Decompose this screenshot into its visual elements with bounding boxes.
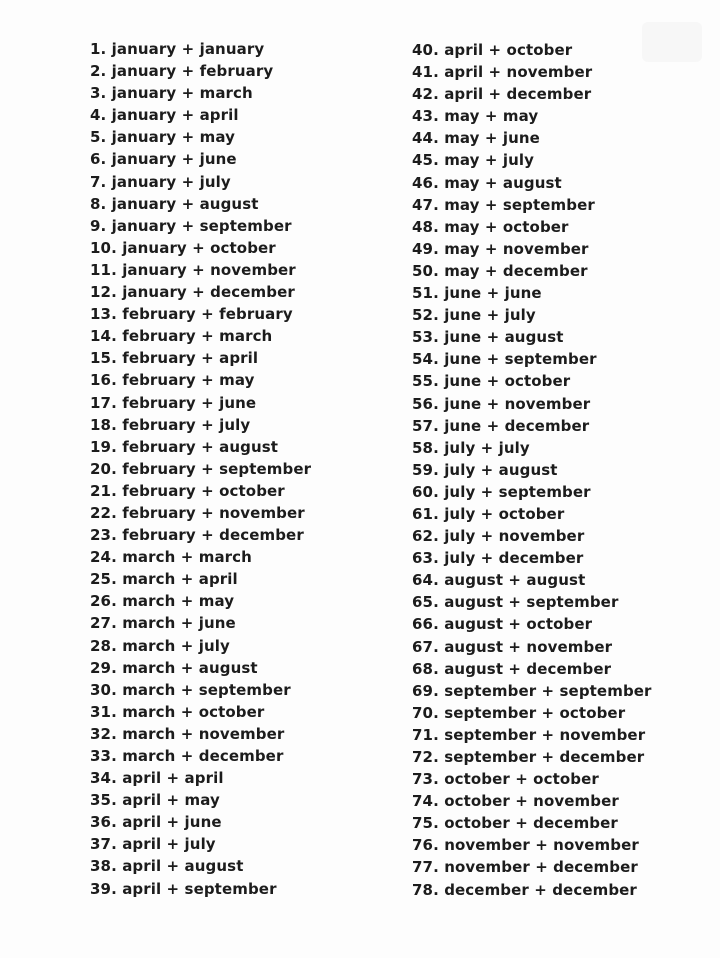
list-item: 3. january + march <box>90 84 253 103</box>
list-item: 7. january + july <box>90 172 231 191</box>
list-item: 27. march + june <box>90 614 236 633</box>
list-item: 52. june + july <box>412 306 536 325</box>
list-item: 1. january + january <box>90 40 265 58</box>
list-item: 6. january + june <box>90 150 237 169</box>
list-item: 44. may + june <box>412 129 540 148</box>
list-item: 56. june + november <box>412 394 591 413</box>
list-item: 42. april + december <box>412 85 592 104</box>
list-item: 66. august + october <box>412 615 593 634</box>
list-item: 55. june + october <box>412 372 571 391</box>
list-item: 73. october + october <box>412 770 599 789</box>
list-item: 53. june + august <box>412 328 564 347</box>
list-item: 43. may + may <box>412 107 539 126</box>
list-item: 45. may + july <box>412 151 535 170</box>
list-item: 75. october + december <box>412 814 618 833</box>
list-item: 39. april + september <box>90 879 277 898</box>
list-item: 22. february + november <box>90 503 305 522</box>
list-item: 38. april + august <box>90 857 244 876</box>
list-item: 8. january + august <box>90 194 259 213</box>
list-item: 16. february + may <box>90 371 255 390</box>
list-item: 21. february + october <box>90 481 285 500</box>
list-item: 59. july + august <box>412 460 558 479</box>
list-item: 36. april + june <box>90 813 222 832</box>
list-item: 71. september + november <box>412 725 646 744</box>
list-item: 28. march + july <box>90 636 230 655</box>
list-item: 46. may + august <box>412 173 562 192</box>
list-item: 15. february + april <box>90 349 259 368</box>
list-item: 4. january + april <box>90 106 239 125</box>
list-item: 30. march + september <box>90 680 291 699</box>
list-item: 78. december + december <box>412 880 637 899</box>
list-item: 50. may + december <box>412 261 588 280</box>
list-item: 76. november + november <box>412 836 639 855</box>
list-item: 29. march + august <box>90 658 258 677</box>
list-item: 62. july + november <box>412 527 585 546</box>
list-item: 57. june + december <box>412 416 590 435</box>
list-column-right <box>412 39 712 901</box>
list-item: 60. july + september <box>412 482 591 501</box>
list-item: 13. february + february <box>90 305 293 324</box>
list-item: 11. january + november <box>90 260 296 279</box>
list-item: 49. may + november <box>412 239 589 258</box>
list-item: 40. april + october <box>412 41 573 59</box>
list-item: 47. may + september <box>412 195 595 214</box>
list-item: 12. january + december <box>90 283 295 302</box>
list-item: 14. february + march <box>90 327 273 346</box>
list-item: 58. july + july <box>412 438 530 457</box>
list-item: 69. september + september <box>412 681 652 700</box>
list-item: 64. august + august <box>412 571 586 590</box>
list-item: 31. march + october <box>90 702 265 721</box>
list-item: 70. september + october <box>412 703 626 722</box>
list-item: 5. january + may <box>90 128 235 147</box>
list-item: 32. march + november <box>90 724 285 743</box>
list-item: 2. january + february <box>90 62 274 81</box>
list-item: 24. march + march <box>90 548 252 567</box>
list-column-left <box>90 38 390 900</box>
list-item: 41. april + november <box>412 63 593 82</box>
list-item: 10. january + october <box>90 238 276 257</box>
list-item: 19. february + august <box>90 437 279 456</box>
list-item: 37. april + july <box>90 835 216 854</box>
list-item: 48. may + october <box>412 217 569 236</box>
list-item: 68. august + december <box>412 659 612 678</box>
list-item: 34. april + april <box>90 769 224 788</box>
list-item: 74. october + november <box>412 792 619 811</box>
list-item: 33. march + december <box>90 747 284 765</box>
list-item: 17. february + june <box>90 393 257 412</box>
list-item: 61. july + october <box>412 504 565 523</box>
list-item: 54. june + september <box>412 350 597 369</box>
list-item: 67. august + november <box>412 637 613 656</box>
list-item: 35. april + may <box>90 791 220 810</box>
list-item: 25. march + april <box>90 570 238 589</box>
list-item: 77. november + december <box>412 858 638 877</box>
list-item: 20. february + september <box>90 459 312 478</box>
list-item: 51. june + june <box>412 284 542 303</box>
list-item: 9. january + september <box>90 216 292 235</box>
list-item: 72. september + december <box>412 748 645 766</box>
list-item: 63. july + december <box>412 549 584 568</box>
list-item: 23. february + december <box>90 526 304 545</box>
list-item: 65. august + september <box>412 593 619 612</box>
list-item: 26. march + may <box>90 592 235 611</box>
list-item: 18. february + july <box>90 415 251 434</box>
